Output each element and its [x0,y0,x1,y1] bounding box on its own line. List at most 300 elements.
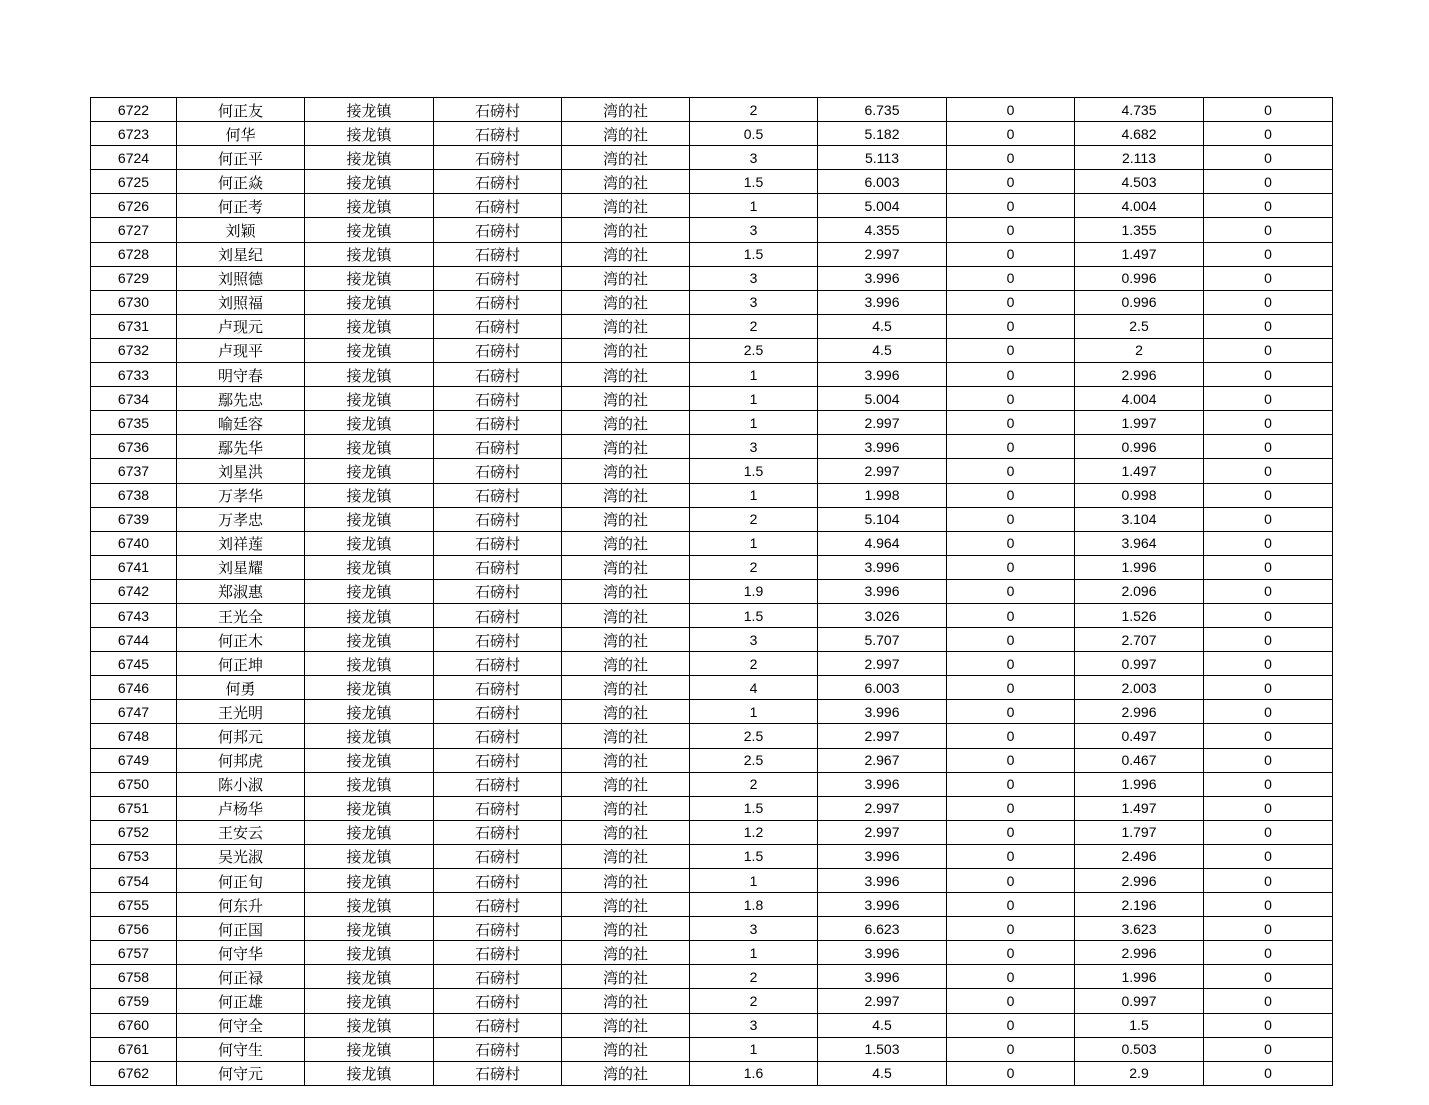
name-cell: 万孝华 [177,483,305,507]
value-2-cell: 5.707 [818,628,947,652]
value-4-cell: 4.735 [1075,98,1204,122]
value-4-cell: 0.467 [1075,748,1204,772]
value-5-cell: 0 [1204,1013,1333,1037]
town-cell: 接龙镇 [305,772,434,796]
value-5-cell: 0 [1204,700,1333,724]
value-2-cell: 4.5 [818,1061,947,1085]
table-row [91,98,1333,122]
village-cell: 石磅村 [434,1061,562,1085]
value-3-cell: 0 [947,772,1075,796]
value-1-cell: 2.5 [690,724,818,748]
value-4-cell: 1.355 [1075,218,1204,242]
name-cell: 刘照福 [177,290,305,314]
group-cell: 湾的社 [562,603,690,627]
town-cell: 接龙镇 [305,218,434,242]
town-cell: 接龙镇 [305,917,434,941]
town-cell: 接龙镇 [305,941,434,965]
value-1-cell: 3 [690,435,818,459]
group-cell: 湾的社 [562,314,690,338]
record-number-cell: 6756 [91,917,177,941]
value-4-cell: 4.004 [1075,194,1204,218]
record-number-cell: 6728 [91,242,177,266]
name-cell: 何正国 [177,917,305,941]
group-cell: 湾的社 [562,1061,690,1085]
data-table [90,97,1333,1086]
value-3-cell: 0 [947,266,1075,290]
record-number-cell: 6750 [91,772,177,796]
table-row [91,314,1333,338]
village-cell: 石磅村 [434,579,562,603]
value-5-cell: 0 [1204,146,1333,170]
name-cell: 王光全 [177,603,305,627]
village-cell: 石磅村 [434,820,562,844]
village-cell: 石磅村 [434,363,562,387]
value-3-cell: 0 [947,700,1075,724]
value-3-cell: 0 [947,363,1075,387]
town-cell: 接龙镇 [305,1013,434,1037]
town-cell: 接龙镇 [305,965,434,989]
value-5-cell: 0 [1204,435,1333,459]
village-cell: 石磅村 [434,314,562,338]
value-3-cell: 0 [947,965,1075,989]
value-3-cell: 0 [947,507,1075,531]
town-cell: 接龙镇 [305,266,434,290]
village-cell: 石磅村 [434,941,562,965]
value-2-cell: 4.5 [818,314,947,338]
group-cell: 湾的社 [562,483,690,507]
table-row [91,748,1333,772]
value-3-cell: 0 [947,194,1075,218]
name-cell: 何正焱 [177,170,305,194]
value-3-cell: 0 [947,628,1075,652]
record-number-cell: 6731 [91,314,177,338]
village-cell: 石磅村 [434,1037,562,1061]
value-3-cell: 0 [947,459,1075,483]
village-cell: 石磅村 [434,917,562,941]
value-1-cell: 2 [690,314,818,338]
village-cell: 石磅村 [434,435,562,459]
village-cell: 石磅村 [434,411,562,435]
record-number-cell: 6754 [91,869,177,893]
value-4-cell: 2.996 [1075,363,1204,387]
name-cell: 何正友 [177,98,305,122]
town-cell: 接龙镇 [305,194,434,218]
village-cell: 石磅村 [434,218,562,242]
value-5-cell: 0 [1204,989,1333,1013]
village-cell: 石磅村 [434,170,562,194]
value-2-cell: 5.182 [818,122,947,146]
town-cell: 接龙镇 [305,676,434,700]
group-cell: 湾的社 [562,893,690,917]
record-number-cell: 6758 [91,965,177,989]
record-number-cell: 6757 [91,941,177,965]
value-3-cell: 0 [947,314,1075,338]
value-5-cell: 0 [1204,917,1333,941]
table-row [91,628,1333,652]
village-cell: 石磅村 [434,266,562,290]
value-5-cell: 0 [1204,772,1333,796]
table-row [91,820,1333,844]
name-cell: 郑淑惠 [177,579,305,603]
name-cell: 何华 [177,122,305,146]
value-1-cell: 1 [690,941,818,965]
value-2-cell: 5.004 [818,387,947,411]
name-cell: 卢现平 [177,338,305,362]
village-cell: 石磅村 [434,772,562,796]
value-2-cell: 1.998 [818,483,947,507]
value-3-cell: 0 [947,724,1075,748]
record-number-cell: 6726 [91,194,177,218]
group-cell: 湾的社 [562,1013,690,1037]
value-3-cell: 0 [947,483,1075,507]
value-2-cell: 4.355 [818,218,947,242]
record-number-cell: 6739 [91,507,177,531]
value-1-cell: 1 [690,194,818,218]
record-number-cell: 6727 [91,218,177,242]
value-3-cell: 0 [947,579,1075,603]
name-cell: 刘星耀 [177,555,305,579]
value-2-cell: 6.735 [818,98,947,122]
record-number-cell: 6762 [91,1061,177,1085]
value-1-cell: 1 [690,531,818,555]
value-4-cell: 1.996 [1075,555,1204,579]
town-cell: 接龙镇 [305,338,434,362]
value-5-cell: 0 [1204,266,1333,290]
value-4-cell: 2.196 [1075,893,1204,917]
village-cell: 石磅村 [434,652,562,676]
value-1-cell: 1.5 [690,844,818,868]
value-2-cell: 4.5 [818,1013,947,1037]
value-1-cell: 2 [690,965,818,989]
value-2-cell: 2.997 [818,411,947,435]
value-2-cell: 6.003 [818,170,947,194]
value-5-cell: 0 [1204,122,1333,146]
value-4-cell: 1.497 [1075,459,1204,483]
group-cell: 湾的社 [562,387,690,411]
value-4-cell: 3.964 [1075,531,1204,555]
group-cell: 湾的社 [562,338,690,362]
record-number-cell: 6722 [91,98,177,122]
value-3-cell: 0 [947,820,1075,844]
village-cell: 石磅村 [434,965,562,989]
value-5-cell: 0 [1204,531,1333,555]
town-cell: 接龙镇 [305,1037,434,1061]
name-cell: 何正考 [177,194,305,218]
value-2-cell: 3.996 [818,555,947,579]
table-row [91,724,1333,748]
value-5-cell: 0 [1204,555,1333,579]
value-5-cell: 0 [1204,387,1333,411]
value-4-cell: 4.503 [1075,170,1204,194]
value-4-cell: 2.003 [1075,676,1204,700]
value-4-cell: 2.5 [1075,314,1204,338]
value-5-cell: 0 [1204,411,1333,435]
value-1-cell: 3 [690,1013,818,1037]
value-3-cell: 0 [947,122,1075,146]
value-3-cell: 0 [947,1037,1075,1061]
table-row [91,772,1333,796]
value-4-cell: 3.623 [1075,917,1204,941]
value-1-cell: 3 [690,917,818,941]
group-cell: 湾的社 [562,796,690,820]
group-cell: 湾的社 [562,989,690,1013]
value-5-cell: 0 [1204,628,1333,652]
value-5-cell: 0 [1204,748,1333,772]
town-cell: 接龙镇 [305,531,434,555]
value-5-cell: 0 [1204,820,1333,844]
value-1-cell: 2 [690,652,818,676]
town-cell: 接龙镇 [305,290,434,314]
table-row [91,1037,1333,1061]
record-number-cell: 6733 [91,363,177,387]
value-3-cell: 0 [947,146,1075,170]
town-cell: 接龙镇 [305,628,434,652]
value-2-cell: 3.996 [818,965,947,989]
value-1-cell: 1 [690,483,818,507]
value-4-cell: 4.682 [1075,122,1204,146]
value-2-cell: 3.996 [818,700,947,724]
group-cell: 湾的社 [562,820,690,844]
name-cell: 陈小淑 [177,772,305,796]
value-1-cell: 3 [690,218,818,242]
value-2-cell: 5.104 [818,507,947,531]
table-row [91,700,1333,724]
table-row [91,170,1333,194]
value-2-cell: 3.026 [818,603,947,627]
value-3-cell: 0 [947,387,1075,411]
village-cell: 石磅村 [434,893,562,917]
value-3-cell: 0 [947,941,1075,965]
record-number-cell: 6759 [91,989,177,1013]
record-number-cell: 6738 [91,483,177,507]
town-cell: 接龙镇 [305,555,434,579]
village-cell: 石磅村 [434,700,562,724]
value-1-cell: 3 [690,628,818,652]
village-cell: 石磅村 [434,1013,562,1037]
record-number-cell: 6742 [91,579,177,603]
value-2-cell: 3.996 [818,893,947,917]
value-5-cell: 0 [1204,844,1333,868]
village-cell: 石磅村 [434,869,562,893]
group-cell: 湾的社 [562,122,690,146]
value-3-cell: 0 [947,652,1075,676]
record-number-cell: 6730 [91,290,177,314]
value-2-cell: 2.997 [818,796,947,820]
village-cell: 石磅村 [434,459,562,483]
value-3-cell: 0 [947,893,1075,917]
name-cell: 鄢先忠 [177,387,305,411]
town-cell: 接龙镇 [305,603,434,627]
value-5-cell: 0 [1204,796,1333,820]
record-number-cell: 6760 [91,1013,177,1037]
town-cell: 接龙镇 [305,459,434,483]
name-cell: 何守元 [177,1061,305,1085]
village-cell: 石磅村 [434,628,562,652]
group-cell: 湾的社 [562,1037,690,1061]
value-1-cell: 2 [690,555,818,579]
value-4-cell: 2.496 [1075,844,1204,868]
village-cell: 石磅村 [434,724,562,748]
table-row [91,338,1333,362]
value-5-cell: 0 [1204,579,1333,603]
group-cell: 湾的社 [562,459,690,483]
value-1-cell: 1.8 [690,893,818,917]
name-cell: 何守生 [177,1037,305,1061]
value-3-cell: 0 [947,435,1075,459]
table-row [91,1061,1333,1085]
table-row [91,965,1333,989]
village-cell: 石磅村 [434,555,562,579]
village-cell: 石磅村 [434,338,562,362]
value-3-cell: 0 [947,603,1075,627]
value-4-cell: 0.997 [1075,652,1204,676]
table-row [91,844,1333,868]
group-cell: 湾的社 [562,917,690,941]
table-row [91,507,1333,531]
group-cell: 湾的社 [562,652,690,676]
value-1-cell: 1.5 [690,603,818,627]
value-3-cell: 0 [947,98,1075,122]
value-1-cell: 4 [690,676,818,700]
record-number-cell: 6751 [91,796,177,820]
value-2-cell: 3.996 [818,579,947,603]
group-cell: 湾的社 [562,676,690,700]
village-cell: 石磅村 [434,387,562,411]
table-row [91,652,1333,676]
town-cell: 接龙镇 [305,820,434,844]
value-3-cell: 0 [947,917,1075,941]
group-cell: 湾的社 [562,869,690,893]
town-cell: 接龙镇 [305,170,434,194]
value-1-cell: 3 [690,290,818,314]
table-row [91,122,1333,146]
value-5-cell: 0 [1204,218,1333,242]
table-row [91,1013,1333,1037]
group-cell: 湾的社 [562,965,690,989]
group-cell: 湾的社 [562,363,690,387]
value-4-cell: 0.996 [1075,435,1204,459]
group-cell: 湾的社 [562,579,690,603]
village-cell: 石磅村 [434,796,562,820]
table-body [91,98,1333,1086]
value-3-cell: 0 [947,218,1075,242]
value-4-cell: 0.503 [1075,1037,1204,1061]
name-cell: 何正旬 [177,869,305,893]
value-2-cell: 4.964 [818,531,947,555]
group-cell: 湾的社 [562,170,690,194]
value-4-cell: 1.497 [1075,796,1204,820]
value-4-cell: 2.9 [1075,1061,1204,1085]
value-2-cell: 3.996 [818,869,947,893]
town-cell: 接龙镇 [305,796,434,820]
name-cell: 卢杨华 [177,796,305,820]
name-cell: 刘星纪 [177,242,305,266]
value-4-cell: 2.996 [1075,700,1204,724]
record-number-cell: 6748 [91,724,177,748]
name-cell: 刘颖 [177,218,305,242]
value-4-cell: 3.104 [1075,507,1204,531]
value-5-cell: 0 [1204,459,1333,483]
value-2-cell: 5.113 [818,146,947,170]
name-cell: 何东升 [177,893,305,917]
record-number-cell: 6734 [91,387,177,411]
value-5-cell: 0 [1204,290,1333,314]
village-cell: 石磅村 [434,507,562,531]
table-row [91,242,1333,266]
value-3-cell: 0 [947,242,1075,266]
table-row [91,603,1333,627]
value-2-cell: 3.996 [818,435,947,459]
record-number-cell: 6753 [91,844,177,868]
village-cell: 石磅村 [434,989,562,1013]
record-number-cell: 6747 [91,700,177,724]
table-row [91,146,1333,170]
town-cell: 接龙镇 [305,748,434,772]
group-cell: 湾的社 [562,266,690,290]
group-cell: 湾的社 [562,700,690,724]
name-cell: 鄢先华 [177,435,305,459]
table-row [91,411,1333,435]
table-row [91,435,1333,459]
table-row [91,290,1333,314]
table-row [91,555,1333,579]
name-cell: 何正平 [177,146,305,170]
village-cell: 石磅村 [434,483,562,507]
table-row [91,989,1333,1013]
value-4-cell: 2.096 [1075,579,1204,603]
name-cell: 何邦虎 [177,748,305,772]
value-1-cell: 1 [690,1037,818,1061]
town-cell: 接龙镇 [305,579,434,603]
value-5-cell: 0 [1204,363,1333,387]
group-cell: 湾的社 [562,941,690,965]
record-number-cell: 6737 [91,459,177,483]
value-3-cell: 0 [947,411,1075,435]
record-number-cell: 6752 [91,820,177,844]
value-1-cell: 1.5 [690,242,818,266]
record-number-cell: 6741 [91,555,177,579]
record-number-cell: 6761 [91,1037,177,1061]
name-cell: 刘星洪 [177,459,305,483]
name-cell: 何守华 [177,941,305,965]
value-1-cell: 1 [690,869,818,893]
value-4-cell: 0.497 [1075,724,1204,748]
value-1-cell: 1 [690,387,818,411]
town-cell: 接龙镇 [305,724,434,748]
value-4-cell: 2.996 [1075,941,1204,965]
town-cell: 接龙镇 [305,989,434,1013]
value-3-cell: 0 [947,531,1075,555]
value-2-cell: 2.967 [818,748,947,772]
record-number-cell: 6725 [91,170,177,194]
value-2-cell: 3.996 [818,266,947,290]
value-1-cell: 2 [690,98,818,122]
town-cell: 接龙镇 [305,387,434,411]
value-1-cell: 1.9 [690,579,818,603]
value-3-cell: 0 [947,989,1075,1013]
group-cell: 湾的社 [562,98,690,122]
table-row [91,387,1333,411]
name-cell: 喻廷容 [177,411,305,435]
value-5-cell: 0 [1204,170,1333,194]
value-4-cell: 0.996 [1075,266,1204,290]
name-cell: 何正木 [177,628,305,652]
name-cell: 刘照德 [177,266,305,290]
value-1-cell: 2.5 [690,338,818,362]
value-2-cell: 6.003 [818,676,947,700]
value-3-cell: 0 [947,844,1075,868]
value-1-cell: 1.2 [690,820,818,844]
